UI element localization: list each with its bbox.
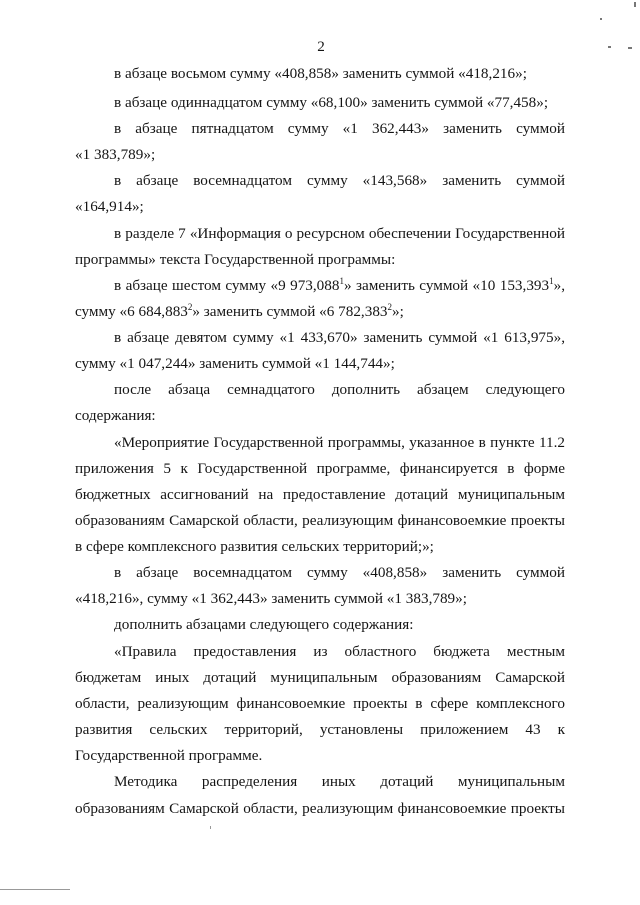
- text-line: в сфере комплексного развития сельских территорий;»;: [75, 538, 434, 555]
- text-line: в абзаце пятнадцатом сумму «1 362,443» заменить суммой: [114, 120, 565, 137]
- scan-mark: [600, 18, 602, 20]
- text-line: области, реализующим финансовоемкие проекты в сфере комплексного: [75, 695, 565, 712]
- text-line: «Мероприятие Государственной программы, указанное в пункте 11.2: [114, 434, 565, 451]
- text-line: [75, 303, 565, 321]
- text-line: «418,216», сумму «1 362,443» заменить суммой «1 383,789»;: [75, 590, 467, 607]
- text-line: образованиям Самарской области, реализующим финансовоемкие проекты: [75, 512, 565, 529]
- text-line: приложения 5 к Государственной программе, финансируется в форме: [75, 460, 565, 477]
- superscript: 2: [187, 301, 193, 312]
- text-line: в разделе 7 «Информация о ресурсном обеспечении Государственной: [114, 225, 565, 242]
- text-line: «1 383,789»;: [75, 146, 156, 163]
- scan-mark: [628, 47, 632, 49]
- text-line: «Правила предоставления из областного бюджета местным: [114, 643, 565, 660]
- text-run: »;: [392, 303, 404, 320]
- text-run: »,: [553, 277, 565, 294]
- text-line: дополнить абзацами следующего содержания:: [114, 616, 414, 633]
- text-line: «164,914»;: [75, 198, 144, 215]
- text-run: » заменить суммой «10 153,393: [343, 277, 550, 294]
- text-run: » заменить суммой «6 782,383: [192, 303, 388, 320]
- text-line: в абзаце восьмом сумму «408,858» заменить суммой «418,216»;: [114, 65, 527, 82]
- text-line: программы» текста Государственной программы:: [75, 251, 396, 268]
- text-line: бюджетам иных дотаций муниципальным образованиям Самарской: [75, 669, 565, 686]
- text-run: в абзаце шестом сумму «9 973,088: [114, 277, 340, 294]
- text-run: сумму «6 684,883: [75, 303, 188, 320]
- superscript: 1: [549, 275, 554, 286]
- scan-mark: [210, 826, 211, 829]
- text-line: образованиям Самарской области, реализующим финансовоемкие проекты: [75, 800, 565, 817]
- text-line: в абзаце восемнадцатом сумму «408,858» заменить суммой: [114, 564, 565, 581]
- text-line: в абзаце девятом сумму «1 433,670» заменить суммой «1 613,975»,: [114, 329, 565, 346]
- text-line: сумму «1 047,244» заменить суммой «1 144,744»;: [75, 355, 395, 372]
- scan-mark: [0, 889, 70, 890]
- scan-mark: [634, 2, 636, 7]
- text-line: Государственной программе.: [75, 747, 263, 764]
- text-line: после абзаца семнадцатого дополнить абзацем следующего: [114, 381, 565, 398]
- text-line: содержания:: [75, 407, 156, 424]
- page-number: 2: [317, 38, 325, 55]
- text-line: бюджетных ассигнований на предоставление дотаций муниципальным: [75, 486, 565, 503]
- superscript: 2: [387, 301, 393, 312]
- text-line: в абзаце восемнадцатом сумму «143,568» заменить суммой: [114, 172, 565, 189]
- text-line: в абзаце одиннадцатом сумму «68,100» заменить суммой «77,458»;: [114, 94, 549, 111]
- text-line: развития сельских территорий, установлены приложением 43 к: [75, 721, 565, 738]
- text-line: Методика распределения иных дотаций муниципальным: [114, 773, 565, 790]
- superscript: 1: [339, 275, 344, 286]
- scan-mark: [608, 46, 611, 48]
- text-line: [114, 277, 565, 295]
